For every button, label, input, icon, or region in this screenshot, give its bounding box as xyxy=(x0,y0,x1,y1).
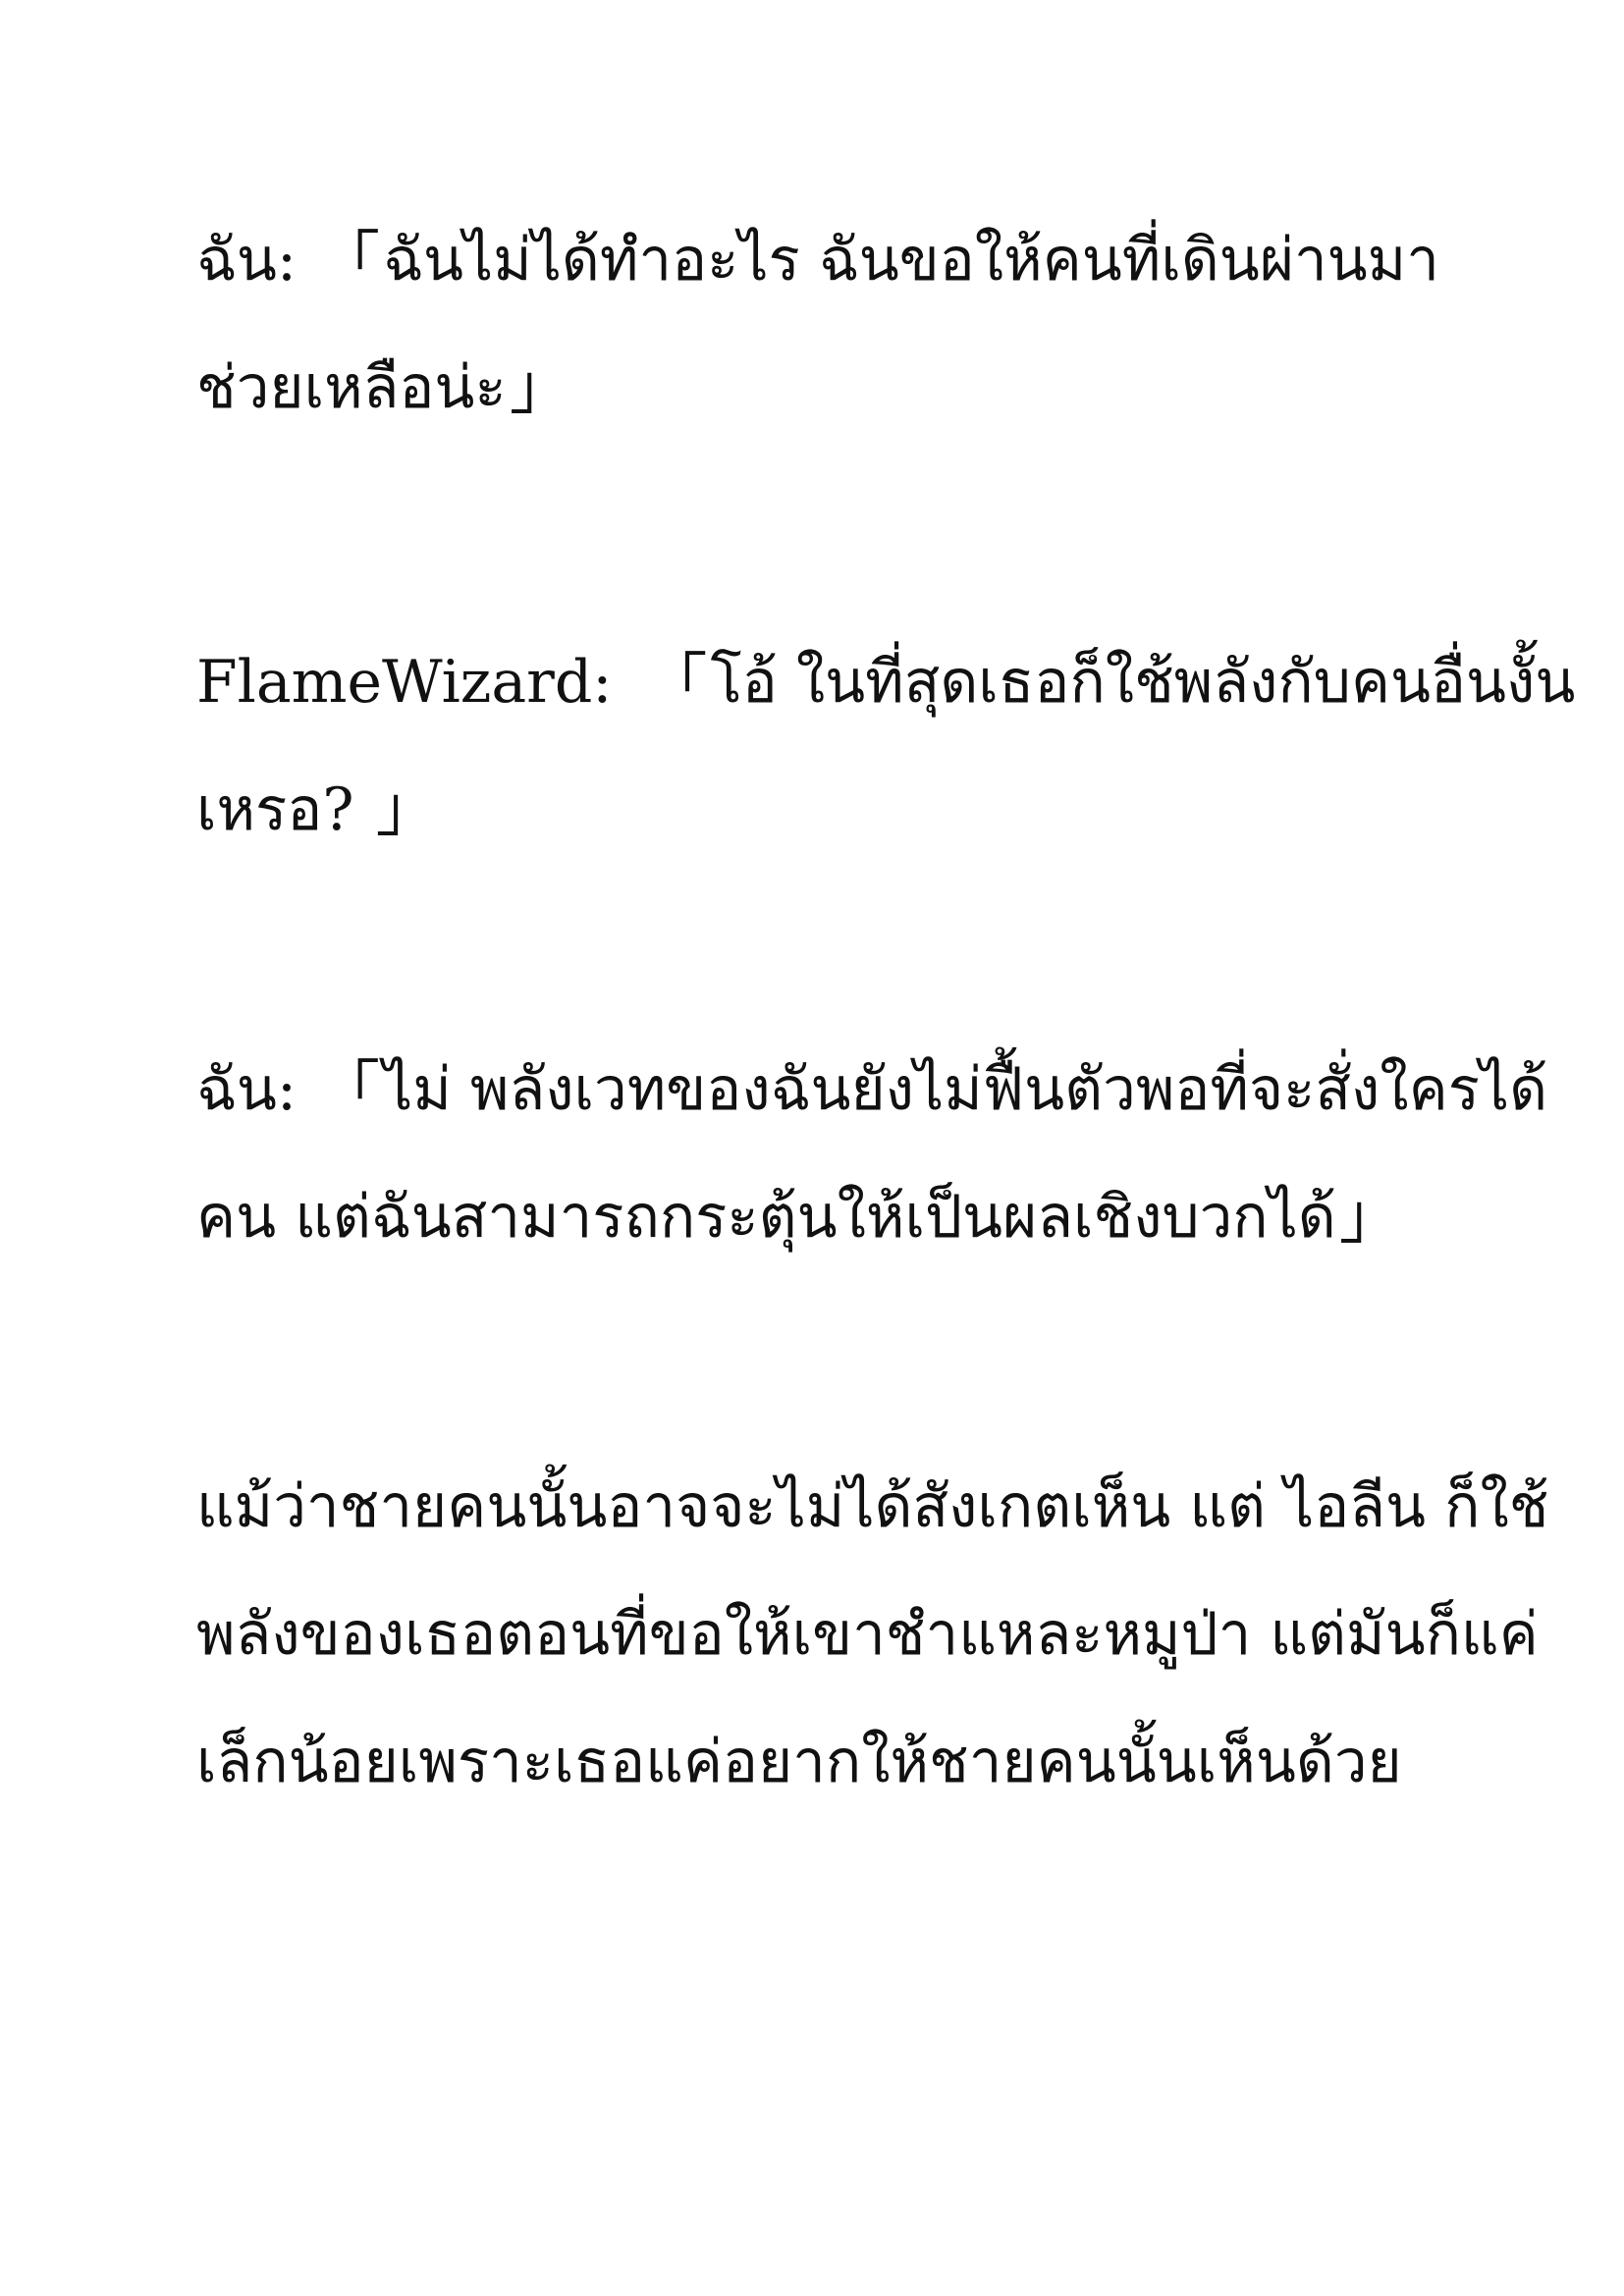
text-line xyxy=(196,1026,1548,1153)
dialogue-text: โอ้ ในที่สุดเธอก็ใช้พลังกับคนอื่นงั้น xyxy=(710,648,1576,717)
text-line: พลังของเธอตอนที่ขอให้เขาชำแหละหมูป่า แต่มันก็แค่ xyxy=(196,1600,1539,1669)
text-line xyxy=(196,196,1463,324)
dialogue-text: เหรอ? xyxy=(196,775,373,844)
text-line: แม้ว่าชายคนนั้นอาจจะไม่ได้สังเกตเห็น แต่ ไอลีน ก็ใช้ xyxy=(196,1472,1549,1541)
text-line xyxy=(196,746,1463,874)
text-line: เล็กน้อยเพราะเธอแค่อยากให้ชายคนนั้นเห็นด้วย xyxy=(196,1728,1402,1796)
text-line xyxy=(196,618,1576,746)
quote-close-mark: 」 xyxy=(1339,1183,1399,1252)
speaker-label: ฉัน: xyxy=(196,226,298,294)
text-line xyxy=(196,324,1463,452)
dialogue-text: คน แต่ฉันสามารถกระตุ้นให้เป็นผลเชิงบวกได้ xyxy=(196,1183,1336,1252)
quote-open-mark: 「 xyxy=(320,226,380,294)
narration-paragraph xyxy=(196,1443,1549,1826)
dialogue-text: ช่วยเหลือน่ะ xyxy=(196,353,507,422)
quote-close-mark: 」 xyxy=(510,353,569,422)
dialogue-text: ฉันไม่ได้ทำอะไร ฉันขอให้คนที่เดินผ่านมา xyxy=(383,226,1439,294)
speaker-label: FlameWizard: xyxy=(196,648,613,717)
dialogue-paragraph xyxy=(196,196,1463,452)
quote-close-mark: 」 xyxy=(376,775,436,844)
quote-open-mark: 「 xyxy=(647,648,707,717)
dialogue-text: ไม่ พลังเวทของฉันยังไม่ฟื้นตัวพอที่จะสั่งใครได้ xyxy=(383,1055,1548,1124)
dialogue-paragraph xyxy=(196,618,1576,874)
text-line xyxy=(196,1153,1463,1281)
quote-open-mark: 「 xyxy=(320,1055,380,1124)
speaker-label: ฉัน: xyxy=(196,1055,298,1124)
dialogue-paragraph xyxy=(196,1026,1548,1281)
